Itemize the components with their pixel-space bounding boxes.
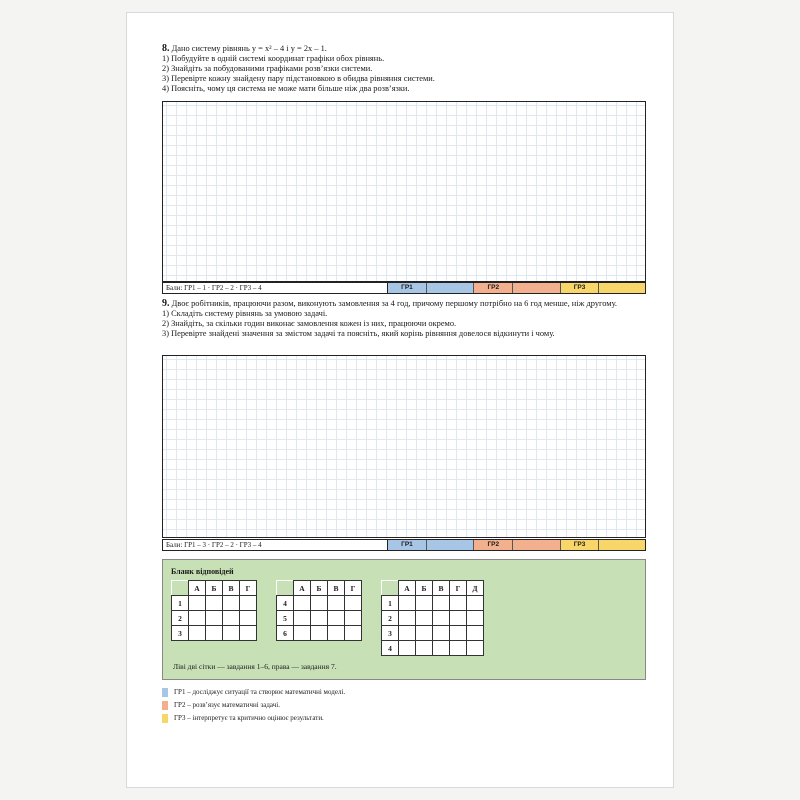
row-header: 2 — [382, 611, 399, 626]
column-header: А — [189, 581, 206, 596]
answer-cell[interactable] — [206, 596, 223, 611]
answer-cell[interactable] — [399, 596, 416, 611]
task-9-item: 3) Перевірте знайдені значення за змістом задачі та поясніть, який корінь рівняння довелося відкинути і чому. — [162, 329, 555, 338]
legend-swatch — [162, 701, 168, 710]
answer-cell[interactable] — [467, 626, 484, 641]
answer-cell[interactable] — [223, 626, 240, 641]
answer-cell[interactable] — [450, 641, 467, 656]
gr3-score-cell[interactable]: ГР3 — [561, 283, 600, 293]
legend-text: ГР1 – досліджує ситуації та створює математичні моделі. — [174, 688, 346, 696]
gr1-score-box[interactable] — [427, 540, 475, 550]
answer-cell[interactable] — [223, 596, 240, 611]
answer-cell[interactable] — [206, 626, 223, 641]
row-header: 4 — [277, 596, 294, 611]
task-8-intro: Дано систему рівнянь y = x² – 4 і y = 2x – 1. — [171, 44, 327, 53]
legend-swatch — [162, 688, 168, 697]
answer-cell[interactable] — [189, 626, 206, 641]
task-9-intro: Двоє робітників, працюючи разом, виконують замовлення за 4 год, причому першому потрібно на 6 год менше, ніж другому. — [171, 299, 618, 308]
task-8-item: 3) Перевірте кожну знайдену пару підстановкою в обидва рівняння системи. — [162, 74, 435, 83]
row-header: 1 — [172, 596, 189, 611]
row-header: 2 — [172, 611, 189, 626]
answer-cell[interactable] — [399, 626, 416, 641]
task-9 — [162, 299, 646, 339]
answer-cell[interactable] — [294, 596, 311, 611]
row-header: 3 — [172, 626, 189, 641]
gr1-score-cell[interactable]: ГР1 — [388, 283, 427, 293]
answer-cell[interactable] — [345, 596, 362, 611]
task-9-score-label: Бали: ГР1 – 3 · ГР2 – 2 · ГР3 – 4 — [163, 540, 388, 550]
row-header: 3 — [382, 626, 399, 641]
answer-cell[interactable] — [223, 611, 240, 626]
answer-cell[interactable] — [240, 596, 257, 611]
answer-cell[interactable] — [345, 611, 362, 626]
answer-cell[interactable] — [240, 626, 257, 641]
gr1-score-cell[interactable]: ГР1 — [388, 540, 427, 550]
task-9-score-bar — [162, 539, 646, 551]
legend-item-gr2 — [162, 701, 280, 710]
answer-grid-7 — [381, 580, 484, 656]
answer-cell[interactable] — [311, 611, 328, 626]
answer-cell[interactable] — [328, 596, 345, 611]
gr3-score-cell[interactable]: ГР3 — [561, 540, 600, 550]
answer-cell[interactable] — [416, 626, 433, 641]
answer-cell[interactable] — [399, 611, 416, 626]
answer-cell[interactable] — [328, 611, 345, 626]
row-header: 5 — [277, 611, 294, 626]
task-9-answer-grid[interactable] — [162, 355, 646, 538]
task-9-item: 1) Складіть систему рівнянь за умовою задачі. — [162, 309, 328, 318]
column-header: Г — [240, 581, 257, 596]
task-8-item: 4) Поясніть, чому ця система не може мати більше ніж два розв’язки. — [162, 84, 410, 93]
answer-grid-1-3 — [171, 580, 257, 641]
column-header: Д — [467, 581, 484, 596]
legend-text: ГР3 – інтерпретує та критично оцінює результати. — [174, 714, 324, 722]
answer-cell[interactable] — [189, 611, 206, 626]
gr3-score-box[interactable] — [599, 540, 645, 550]
column-header: В — [433, 581, 450, 596]
gr3-score-box[interactable] — [599, 283, 645, 293]
row-header: 1 — [382, 596, 399, 611]
column-header: Г — [450, 581, 467, 596]
answer-cell[interactable] — [416, 596, 433, 611]
answer-cell[interactable] — [345, 626, 362, 641]
column-header: Б — [206, 581, 223, 596]
task-8-number: 8. — [162, 43, 170, 54]
gr2-score-cell[interactable]: ГР2 — [474, 283, 513, 293]
answer-cell[interactable] — [450, 596, 467, 611]
answer-cell[interactable] — [328, 626, 345, 641]
column-header: А — [399, 581, 416, 596]
gr2-score-box[interactable] — [513, 283, 561, 293]
legend-item-gr3 — [162, 714, 324, 723]
task-9-item: 2) Знайдіть, за скільки годин виконає замовлення кожен із них, працюючи окремо. — [162, 319, 457, 328]
answer-sheet — [162, 559, 646, 680]
task-8-answer-grid[interactable] — [162, 101, 646, 282]
answer-cell[interactable] — [240, 611, 257, 626]
task-8 — [162, 44, 646, 94]
column-header: А — [294, 581, 311, 596]
answer-cell[interactable] — [433, 611, 450, 626]
answer-cell[interactable] — [294, 626, 311, 641]
legend-item-gr1 — [162, 688, 345, 697]
task-8-item: 1) Побудуйте в одній системі координат графіки обох рівнянь. — [162, 54, 385, 63]
answer-cell[interactable] — [206, 611, 223, 626]
answer-cell[interactable] — [450, 626, 467, 641]
answer-cell[interactable] — [311, 596, 328, 611]
answer-grid-4-6 — [276, 580, 362, 641]
task-8-item: 2) Знайдіть за побудованими графіками розв’язки системи. — [162, 64, 373, 73]
task-8-score-bar — [162, 282, 646, 294]
answer-cell[interactable] — [433, 596, 450, 611]
answer-cell[interactable] — [294, 611, 311, 626]
answer-sheet-note: Ліві дві сітки — завдання 1–6, права — завдання 7. — [173, 662, 337, 671]
answer-cell[interactable] — [311, 626, 328, 641]
answer-cell[interactable] — [189, 596, 206, 611]
column-header: В — [223, 581, 240, 596]
answer-cell[interactable] — [467, 611, 484, 626]
answer-cell[interactable] — [433, 641, 450, 656]
answer-cell[interactable] — [467, 596, 484, 611]
answer-cell[interactable] — [416, 641, 433, 656]
row-header: 4 — [382, 641, 399, 656]
row-header: 6 — [277, 626, 294, 641]
column-header: Г — [345, 581, 362, 596]
answer-cell[interactable] — [399, 641, 416, 656]
answer-cell[interactable] — [416, 611, 433, 626]
answer-cell[interactable] — [433, 626, 450, 641]
task-9-number: 9. — [162, 298, 170, 309]
legend-swatch — [162, 714, 168, 723]
column-header: В — [328, 581, 345, 596]
answer-sheet-title: Бланк відповідей — [171, 567, 234, 576]
gr2-score-cell[interactable]: ГР2 — [474, 540, 513, 550]
column-header: Б — [416, 581, 433, 596]
gr2-score-box[interactable] — [513, 540, 561, 550]
column-header: Б — [311, 581, 328, 596]
answer-cell[interactable] — [450, 611, 467, 626]
gr1-score-box[interactable] — [427, 283, 475, 293]
legend-text: ГР2 – розв’язує математичні задачі. — [174, 701, 280, 709]
answer-cell[interactable] — [467, 641, 484, 656]
task-8-score-label: Бали: ГР1 – 1 · ГР2 – 2 · ГР3 – 4 — [163, 283, 388, 293]
